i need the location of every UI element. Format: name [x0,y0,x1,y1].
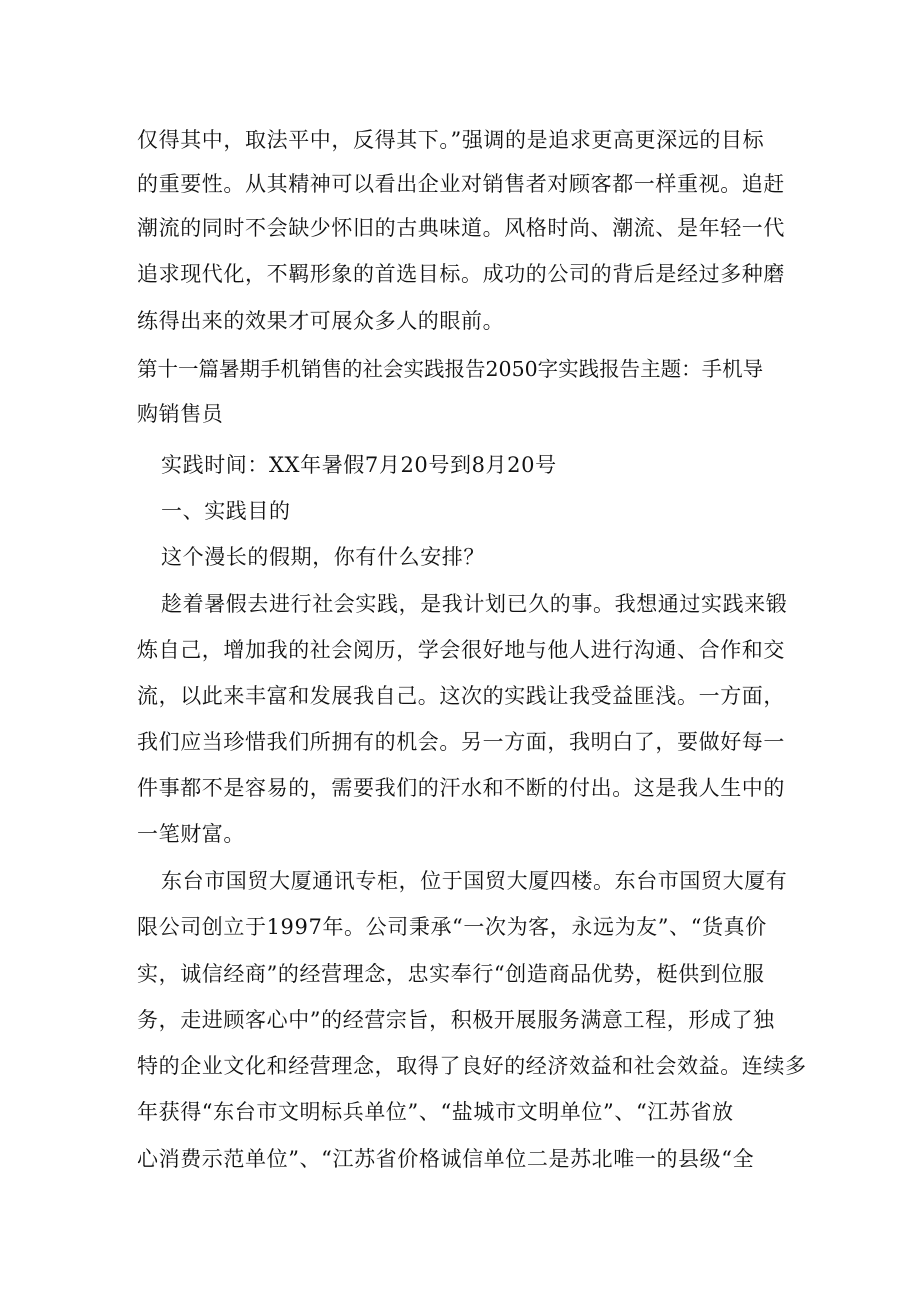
text-line: 仅得其中，取法平中，反得其下。”强调的是追求更高更深远的目标 [137,128,765,152]
text-line: 心消费示范单位”、“江苏省价格诚信单位二是苏北唯一的县级“全 [137,1147,755,1171]
text-line: 件事都不是容易的，需要我们的汗水和不断的付出。这是我人生中的 [137,776,785,800]
text-line: 炼自己，增加我的社会阅历，学会很好地与他人进行沟通、合作和交 [137,638,785,662]
text-line: 追求现代化，不羁形象的首选目标。成功的公司的背后是经过多种磨 [137,262,785,286]
text-line: 一笔财富。 [137,822,245,846]
text-line: 趁着暑假去进行社会实践，是我计划已久的事。我想通过实践来锻 [161,592,788,616]
section-heading-continued: 购销售员 [137,402,224,426]
text-line: 这个漫长的假期，你有什么安排？ [161,545,485,569]
text-line: 实，诚信经商”的经营理念，忠实奉行“创造商品优势，梃供到位服 [137,962,765,986]
text-line: 特的企业文化和经营理念，取得了良好的经济效益和社会效益。连续多 [137,1054,807,1078]
section-heading: 第十一篇暑期手机销售的社会实践报告2050字实践报告主题：手机导 [137,357,764,381]
practice-time: 实践时间：XX年暑假7月20号到8月20号 [161,453,557,477]
text-line: 务，走进顾客心中”的经营宗旨，积极开展服务满意工程，形成了独 [137,1008,775,1032]
text-line: 东台市国贸大厦通讯专柜，位于国贸大厦四楼。东台市国贸大厦有 [161,869,788,893]
text-line: 年获得“东台市文明标兵单位”、“盐城市文明单位”、“江苏省放 [137,1100,734,1124]
subheading: 一、实践目的 [161,499,291,523]
text-line: 限公司创立于1997年。公司秉承“一次为客，永远为友”、“货真价 [137,915,767,939]
text-line: 练得出来的效果才可展众多人的眼前。 [137,309,505,333]
text-line: 的重要性。从其精神可以看出企业对销售者对顾客都一样重视。追赶 [137,172,785,196]
text-line: 我们应当珍惜我们所拥有的机会。另一方面，我明白了，要做好每一 [137,730,785,754]
text-line: 流，以此来丰富和发展我自己。这次的实践让我受益匪浅。一方面， [137,684,785,708]
text-line: 潮流的同时不会缺少怀旧的古典味道。风格时尚、潮流、是年轻一代 [137,216,785,240]
